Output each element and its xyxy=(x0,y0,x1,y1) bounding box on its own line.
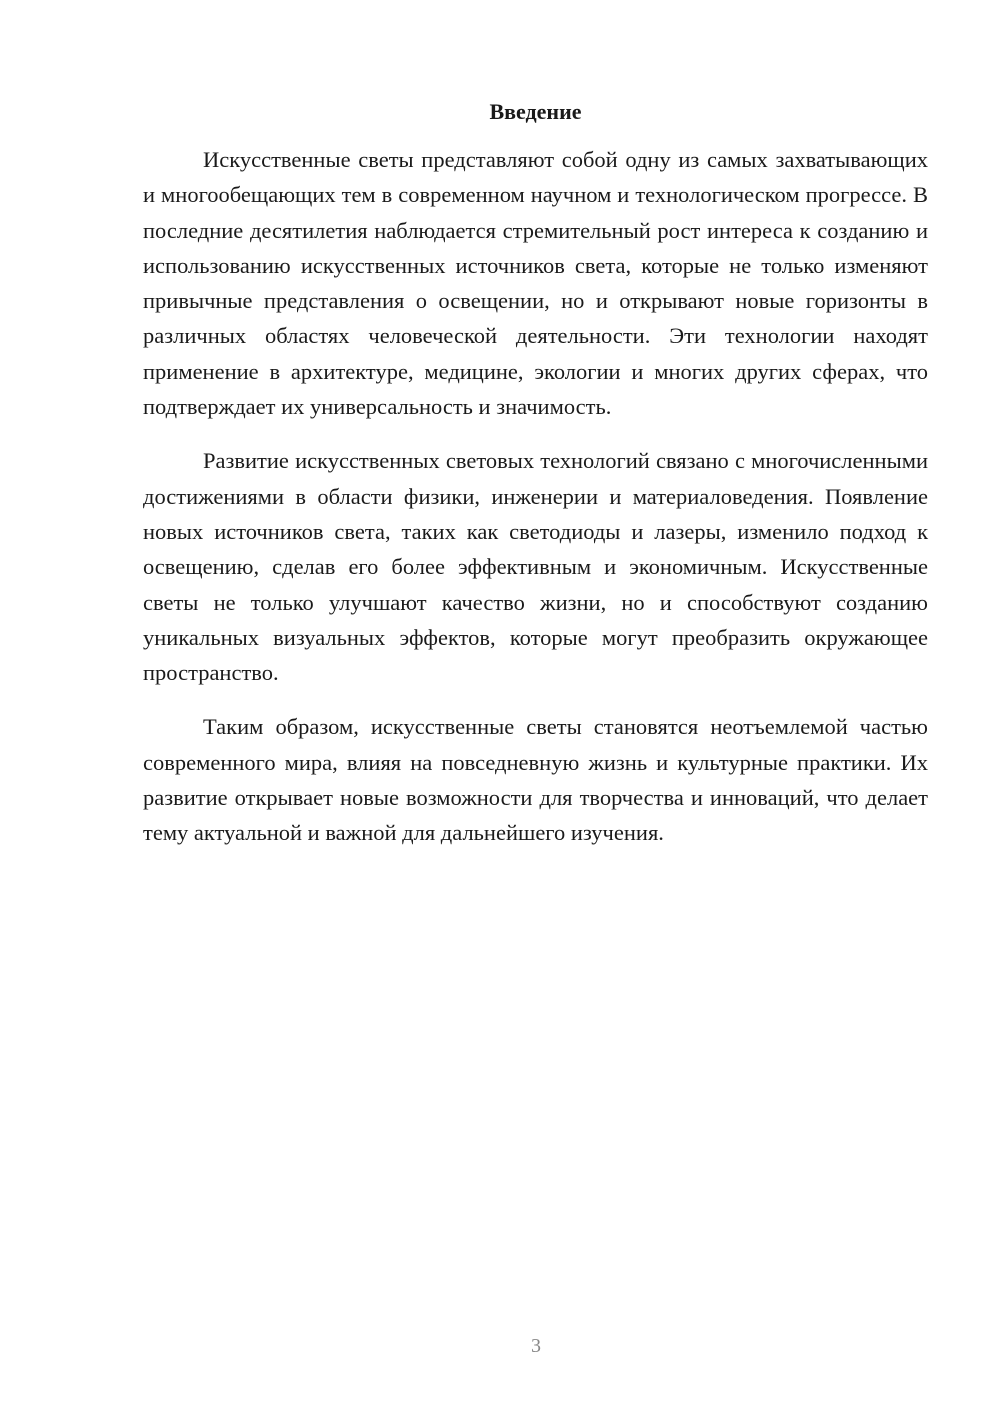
section-heading: Введение xyxy=(489,99,582,124)
paragraph-2: Развитие искусственных световых технологий связано с многочисленными достижениями в области физики, инженерии и материаловедения. Появление новых источников света, таких как светодиоды и лазеры, изменило подход к освещению, сделав его более эффективным и экономичным. Искусственные светы не только улучшают качество жизни, но и способствуют созданию уникальных визуальных эффектов, которые могут преобразить окружающее пространство. xyxy=(143,448,928,686)
paragraph-3: Таким образом, искусственные светы становятся неотъемлемой частью современного мира, влияя на повседневную жизнь и культурные практики. Их развитие открывает новые возможности для творчества и инноваций, что делает тему актуальной и важной для дальнейшего изучения. xyxy=(143,714,928,846)
paragraph-1: Искусственные светы представляют собой одну из самых захватывающих и многообещающих тем в современном научном и технологическом прогрессе. В последние десятилетия наблюдается стремительный рост интереса к созданию и использованию искусственных источников света, которые не только изменяют привычные представления о освещении, но и открывают новые горизонты в различных областях человеческой деятельности. Эти технологии находят применение в архитектуре, медицине, экологии и многих других сферах, что подтверждает их универсальность и значимость. xyxy=(143,147,928,420)
body-text xyxy=(143,142,928,851)
page-number: 3 xyxy=(531,1335,541,1357)
